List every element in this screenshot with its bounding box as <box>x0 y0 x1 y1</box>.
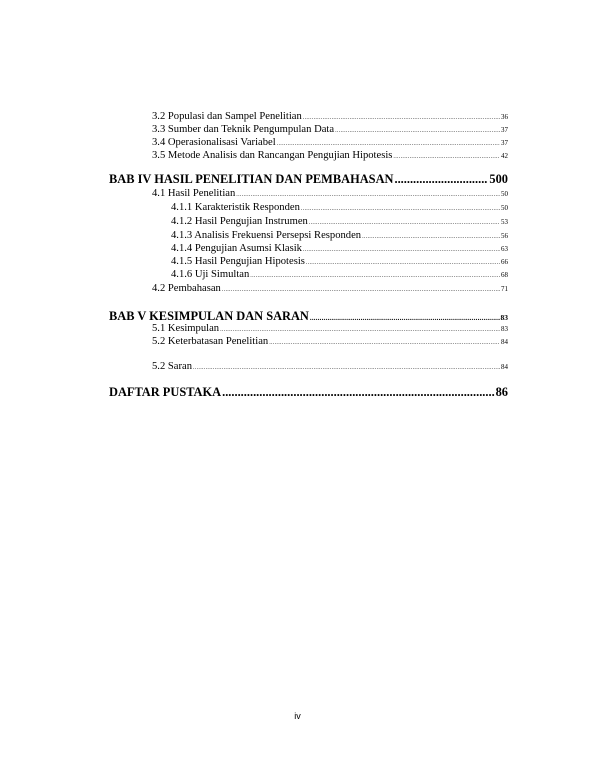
toc-dot-leader <box>394 172 488 187</box>
toc-entry-label: 4.1.3 Analisis Frekuensi Persepsi Responden <box>171 230 362 241</box>
toc-page-number: 71 <box>501 285 508 293</box>
toc-dot-leader <box>303 247 500 253</box>
toc-dot-leader <box>269 340 500 346</box>
toc-dot-leader <box>222 287 500 293</box>
toc-entry-label: 4.1.2 Hasil Pengujian Instrumen <box>171 216 308 227</box>
toc-page-number: 83 <box>501 325 508 333</box>
toc-entry-3-2[interactable] <box>152 111 508 122</box>
toc-page-number: 84 <box>501 363 508 371</box>
toc-page-number: 84 <box>501 338 508 346</box>
toc-entry-label: 5.1 Kesimpulan <box>152 323 220 334</box>
page-number-footer: iv <box>294 711 301 721</box>
toc-dot-leader <box>220 327 500 333</box>
toc-dot-leader <box>362 234 500 240</box>
toc-dot-leader <box>303 115 500 121</box>
toc-dot-leader <box>236 192 500 198</box>
toc-chapter-bab-v[interactable] <box>109 309 508 324</box>
toc-entry-label: 5.2 Keterbatasan Penelitian <box>152 336 269 347</box>
toc-daftar-pustaka[interactable] <box>109 385 508 400</box>
toc-entry-5-2-saran[interactable] <box>152 361 508 372</box>
toc-dot-leader <box>277 141 500 147</box>
toc-entry-3-5[interactable] <box>152 150 508 161</box>
toc-chapter-label: BAB IV HASIL PENELITIAN DAN PEMBAHASAN <box>109 172 394 186</box>
toc-entry-4-1-3[interactable] <box>171 230 508 241</box>
toc-entry-5-1[interactable] <box>152 323 508 334</box>
toc-dot-leader <box>250 273 500 279</box>
toc-chapter-label: DAFTAR PUSTAKA <box>109 385 222 399</box>
toc-entry-label: 4.1.1 Karakteristik Responden <box>171 202 300 213</box>
toc-dot-leader <box>335 128 500 134</box>
toc-entry-label: 4.1 Hasil Penelitian <box>152 188 236 199</box>
toc-entry-4-2[interactable] <box>152 283 508 294</box>
toc-entry-label: 3.3 Sumber dan Teknik Pengumpulan Data <box>152 124 335 135</box>
toc-entry-3-4[interactable] <box>152 137 508 148</box>
toc-entry-label: 4.2 Pembahasan <box>152 283 221 294</box>
toc-entry-label: 3.2 Populasi dan Sampel Penelitian <box>152 111 302 122</box>
toc-page-number: 83 <box>500 313 508 322</box>
toc-dot-leader <box>193 365 500 371</box>
toc-page-number: 53 <box>501 218 508 226</box>
toc-page-number: 500 <box>489 172 508 186</box>
toc-page-number: 42 <box>501 152 508 160</box>
toc-entry-4-1-6[interactable] <box>171 269 508 280</box>
toc-dot-leader <box>301 206 500 212</box>
toc-page-number: 86 <box>495 385 508 399</box>
toc-entry-4-1[interactable] <box>152 188 508 199</box>
toc-chapter-label: BAB V KESIMPULAN DAN SARAN <box>109 309 309 323</box>
toc-entry-4-1-1[interactable] <box>171 202 508 213</box>
toc-page-number: 68 <box>501 271 508 279</box>
toc-page-number: 36 <box>501 113 508 121</box>
toc-chapter-bab-iv[interactable] <box>109 172 508 187</box>
toc-page-number: 50 <box>501 190 508 198</box>
toc-entry-label: 3.5 Metode Analisis dan Rancangan Pengujian Hipotesis <box>152 150 393 161</box>
toc-page-number: 50 <box>501 204 508 212</box>
toc-entry-label: 5.2 Saran <box>152 361 193 372</box>
toc-page-number: 56 <box>501 232 508 240</box>
toc-page-number: 66 <box>501 258 508 266</box>
toc-dot-leader <box>393 154 500 160</box>
toc-entry-4-1-5[interactable] <box>171 256 508 267</box>
toc-entry-4-1-2[interactable] <box>171 216 508 227</box>
toc-dot-leader <box>309 220 500 226</box>
toc-dot-leader <box>222 385 495 400</box>
toc-entry-label: 4.1.6 Uji Simultan <box>171 269 250 280</box>
toc-entry-3-3[interactable] <box>152 124 508 135</box>
toc-entry-label: 4.1.5 Hasil Pengujian Hipotesis <box>171 256 305 267</box>
toc-entry-label: 4.1.4 Pengujian Asumsi Klasik <box>171 243 302 254</box>
toc-page-number: 37 <box>501 139 508 147</box>
toc-page-number: 37 <box>501 126 508 134</box>
toc-page-number: 63 <box>501 245 508 253</box>
toc-dot-leader <box>306 260 500 266</box>
toc-entry-label: 3.4 Operasionalisasi Variabel <box>152 137 276 148</box>
toc-dot-leader <box>310 314 500 322</box>
toc-entry-5-2[interactable] <box>152 336 508 347</box>
toc-entry-4-1-4[interactable] <box>171 243 508 254</box>
